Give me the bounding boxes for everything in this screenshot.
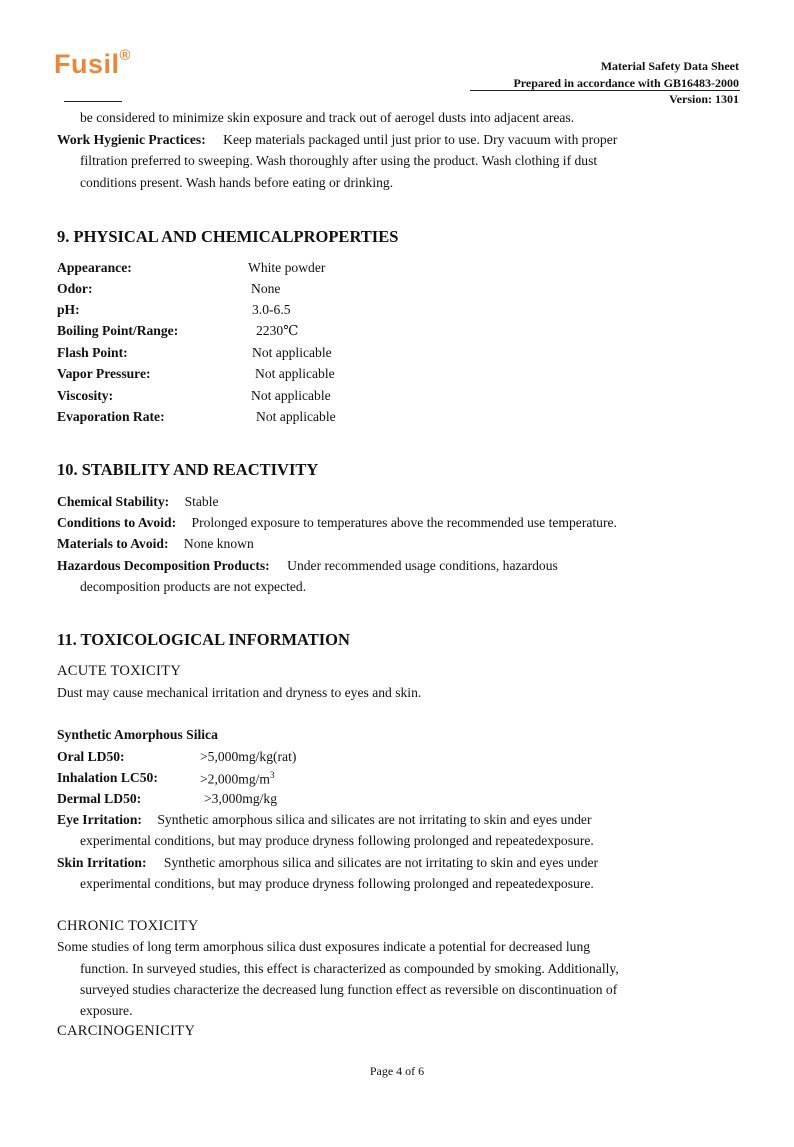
eye-irritation-text: Synthetic amorphous silica and silicates are not irritating to skin and eyes under <box>157 812 592 827</box>
work-hygienic-text: Keep materials packaged until just prior to use. Dry vacuum with proper <box>223 132 618 147</box>
inhalation-lc50-exponent: 3 <box>269 770 275 780</box>
property-label: Vapor Pressure: <box>57 366 151 381</box>
continuation-line: be considered to minimize skin exposure and track out of aerogel dusts into adjacent areas. <box>80 110 575 125</box>
property-value: Not applicable <box>255 366 335 381</box>
property-label: Odor: <box>57 281 93 296</box>
inhalation-lc50-value: >2,000mg/m <box>200 771 270 787</box>
logo-text: Fusil <box>54 49 120 79</box>
property-label: Boiling Point/Range: <box>57 323 179 338</box>
prepared-note: Prepared in accordance with GB16483-2000 <box>513 75 739 90</box>
eye-irritation-label: Eye Irritation: <box>57 812 142 827</box>
header-divider <box>470 90 740 91</box>
version-label: Version: 1301 <box>669 92 739 106</box>
oral-ld50-label: Oral LD50: <box>57 749 125 764</box>
hazardous-label: Hazardous Decomposition Products: <box>57 558 270 573</box>
section-9-heading: 9. PHYSICAL AND CHEMICALPROPERTIES <box>57 227 399 246</box>
materials-label: Materials to Avoid: <box>57 536 169 551</box>
conditions-label: Conditions to Avoid: <box>57 515 177 530</box>
work-hygienic-label: Work Hygienic Practices: <box>57 132 206 147</box>
hazardous-value-line: decomposition products are not expected. <box>80 579 307 594</box>
work-hygienic-line: conditions present. Wash hands before eating or drinking. <box>80 175 394 190</box>
property-label: Viscosity: <box>57 388 114 403</box>
chronic-toxicity-line: Some studies of long term amorphous silica dust exposures indicate a potential for decreased lung <box>57 939 591 954</box>
property-value: 2230℃ <box>256 323 299 338</box>
materials-value: None known <box>183 536 254 551</box>
chemical-stability-label: Chemical Stability: <box>57 494 170 509</box>
chronic-toxicity-line: exposure. <box>80 1003 133 1018</box>
hazardous-value: Under recommended usage conditions, hazardous <box>287 558 558 573</box>
company-logo <box>54 49 131 80</box>
eye-irritation-row <box>57 812 592 828</box>
acute-toxicity-heading: ACUTE TOXICITY <box>57 663 182 679</box>
property-value: Not applicable <box>251 388 331 403</box>
dermal-ld50-label: Dermal LD50: <box>57 791 142 806</box>
dermal-ld50-value: >3,000mg/kg <box>204 791 277 806</box>
materials-row <box>57 536 254 552</box>
conditions-value: Prolonged exposure to temperatures above the recommended use temperature. <box>191 515 617 530</box>
property-label: Evaporation Rate: <box>57 409 165 424</box>
skin-irritation-row <box>57 855 598 871</box>
hazardous-row <box>57 558 558 574</box>
oral-ld50-value: >5,000mg/kg(rat) <box>200 749 297 764</box>
property-value: White powder <box>248 260 326 275</box>
chronic-toxicity-heading: CHRONIC TOXICITY <box>57 918 199 934</box>
chemical-stability-row <box>57 494 219 510</box>
property-value: 3.0-6.5 <box>252 302 291 317</box>
section-10-heading: 10. STABILITY AND REACTIVITY <box>57 460 319 479</box>
registered-mark: ® <box>119 47 132 64</box>
conditions-row <box>57 515 617 531</box>
chronic-toxicity-line: surveyed studies characterize the decreased lung function effect as reversible on discontinuation of <box>80 982 618 997</box>
work-hygienic-line: filtration preferred to sweeping. Wash thoroughly after using the product. Wash clothing if dust <box>80 153 598 168</box>
work-hygienic-row <box>57 132 617 148</box>
property-value: Not applicable <box>256 409 336 424</box>
page-number: Page 4 of 6 <box>369 1064 425 1078</box>
property-label: Appearance: <box>57 260 132 275</box>
doc-title: Material Safety Data Sheet <box>600 59 739 73</box>
document-header <box>513 58 739 108</box>
eye-irritation-line: experimental conditions, but may produce dryness following prolonged and repeatedexposure. <box>80 833 594 848</box>
inhalation-lc50-label: Inhalation LC50: <box>57 770 158 785</box>
substance-heading: Synthetic Amorphous Silica <box>57 727 218 742</box>
skin-irritation-label: Skin Irritation: <box>57 855 147 870</box>
section-11-heading: 11. TOXICOLOGICAL INFORMATION <box>57 630 350 649</box>
property-label: Flash Point: <box>57 345 128 360</box>
inhalation-lc50-row <box>200 770 274 788</box>
property-value: None <box>251 281 281 296</box>
skin-irritation-line: experimental conditions, but may produce dryness following prolonged and repeatedexposure. <box>80 876 594 891</box>
chronic-toxicity-line: function. In surveyed studies, this effect is characterized as compounded by smoking. Additionally, <box>80 961 619 976</box>
logo-underline <box>64 101 122 102</box>
property-value: Not applicable <box>252 345 332 360</box>
chemical-stability-value: Stable <box>184 494 219 509</box>
acute-toxicity-text: Dust may cause mechanical irritation and dryness to eyes and skin. <box>57 685 422 700</box>
carcinogenicity-heading: CARCINOGENICITY <box>57 1023 196 1039</box>
property-label: pH: <box>57 302 80 317</box>
skin-irritation-text: Synthetic amorphous silica and silicates are not irritating to skin and eyes under <box>163 855 599 870</box>
